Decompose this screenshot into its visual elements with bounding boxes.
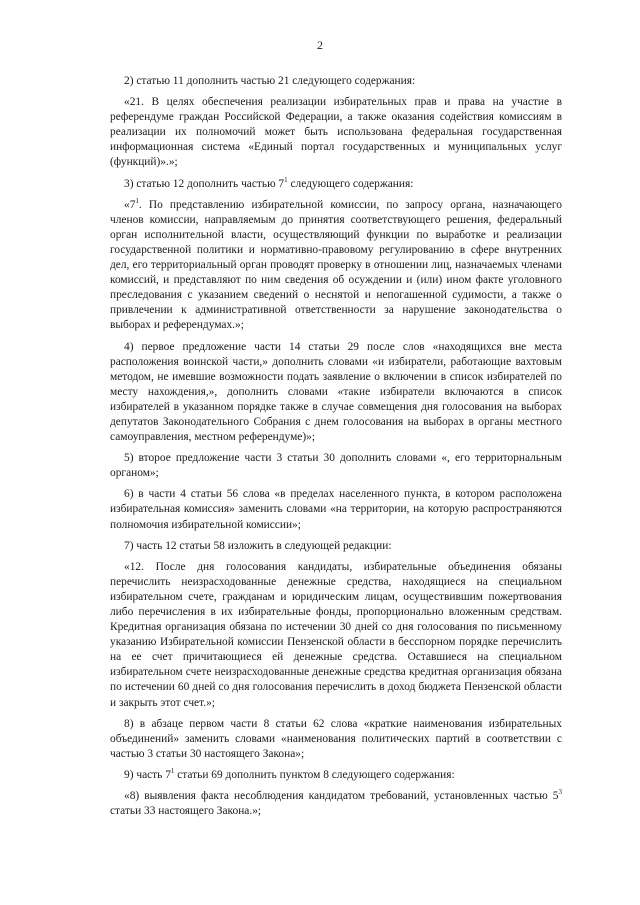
paragraph-8 — [110, 717, 562, 762]
paragraph-9 — [110, 768, 562, 783]
paragraph-2 — [110, 74, 562, 89]
paragraph-text: статьи 69 дополнить пунктом 8 следующего содержания: — [174, 768, 455, 781]
paragraph-text: . По представлению избирательной комиссии, по запросу органа, назначающего членов комиссии, направляемым до принятия соответствующего решения, федеральный орган исполнительной власти, осуществляющий функции по выработке и реализации государственной политики и нормативно-правовому регулированию в сфере внутренних дел, его территориальный орган проводят проверку в отношении лиц, назначаемых членами комиссий, и представляют по ним сведения об осуждении и (или) ином факте уголовного преследования с указанием сведений о неснятой и непогашенной судимости, а также о привлечении к административной ответственности за нарушение законодательства о выборах и референдумах.»; — [110, 198, 562, 332]
paragraph-text: следующего содержания: — [287, 177, 414, 190]
paragraph-text: 4) первое предложение части 14 статьи 29 после слов «находящихся вне места расположения воинской части,» дополнить словами «и избиратели, работающие вахтовым методом, не имевшие возможности подать заявление о включении в список избирателей по месту нахождения,», дополнить словами «такие избиратели включаются в список избирателей в указанном порядке также в случае совмещения дня голосования на выборах депутатов Законодательного Собрания с днем голосования на выборах в органы местного самоуправления, местном референдуме)»; — [110, 340, 562, 444]
paragraph-text: 8) в абзаце первом части 8 статьи 62 слова «краткие наименования избирательных объединений» заменить словами «наименования политических партий в соответствии с частью 3 статьи 30 настоящего Закона»; — [110, 717, 562, 760]
page-number: 2 — [317, 38, 323, 52]
paragraph-text: 2) статью 11 дополнить частью 21 следующего содержания: — [124, 75, 416, 87]
paragraph-text: 3) статью 12 дополнить частью 7 — [124, 177, 285, 190]
paragraph-text: 9) часть 7 — [124, 768, 171, 781]
paragraph-quote-12 — [110, 560, 562, 711]
paragraph-4 — [110, 340, 562, 446]
superscript: 1 — [170, 766, 175, 775]
paragraph-text: статьи 33 настоящего Закона.»; — [110, 805, 262, 818]
paragraph-text: 6) в части 4 статьи 56 слова «в пределах населенного пункта, в котором расположена избирательная комиссия» заменить словами «на территории, на которую распространяются полномочия избирательной комиссии»; — [110, 488, 562, 531]
paragraph-text: «21. В целях обеспечения реализации избирательных прав и права на участие в референдуме граждан Российской Федерации, а также оказания содействия комиссиям в реализации их полномочий может быть использована федеральная государственная информационная система «Единый портал государственных и муниципальных услуг (функций)».»; — [110, 96, 562, 169]
document-body — [110, 74, 562, 825]
paragraph-7 — [110, 539, 562, 554]
paragraph-text: «8) выявления факта несоблюдения кандидатом требований, установленных частью 5 — [124, 790, 559, 803]
paragraph-quote-8 — [110, 789, 562, 819]
paragraph-3 — [110, 177, 562, 192]
paragraph-quote-7-1 — [110, 198, 562, 334]
superscript: 1 — [135, 196, 139, 205]
superscript: 1 — [284, 175, 288, 184]
paragraph-text: «12. После дня голосования кандидаты, избирательные объединения обязаны перечислить неизрасходованные денежные средства, находящиеся на специальном избирательном счете, гражданам и юридическим лицам, осуществившим пожертвования либо перечисления в их избирательные фонды, пропорционально вложенным средствам. Кредитная организация обязана по истечении 30 дней со дня голосования по письменному указанию Избирательной комиссии Пензенской области в бесспорном порядке перечислить на ее счет причитающиеся ей денежные средства. Оставшиеся на специальном избирательном счете неизрасходованные денежные средства кредитная организация обязана по истечении 60 дней со дня голосования перечислить в доход бюджета Пензенской области и закрыть этот счет.»; — [110, 560, 562, 709]
paragraph-text: 7) часть 12 статьи 58 изложить в следующей редакции: — [124, 539, 392, 552]
paragraph-quote-21 — [110, 95, 562, 170]
paragraph-6 — [110, 487, 562, 532]
paragraph-text: «7 — [124, 198, 136, 211]
superscript: 3 — [558, 788, 562, 797]
paragraph-5 — [110, 451, 562, 481]
paragraph-text: 5) второе предложение части 3 статьи 30 дополнить словами «, его территорнальным органом»; — [110, 452, 562, 480]
